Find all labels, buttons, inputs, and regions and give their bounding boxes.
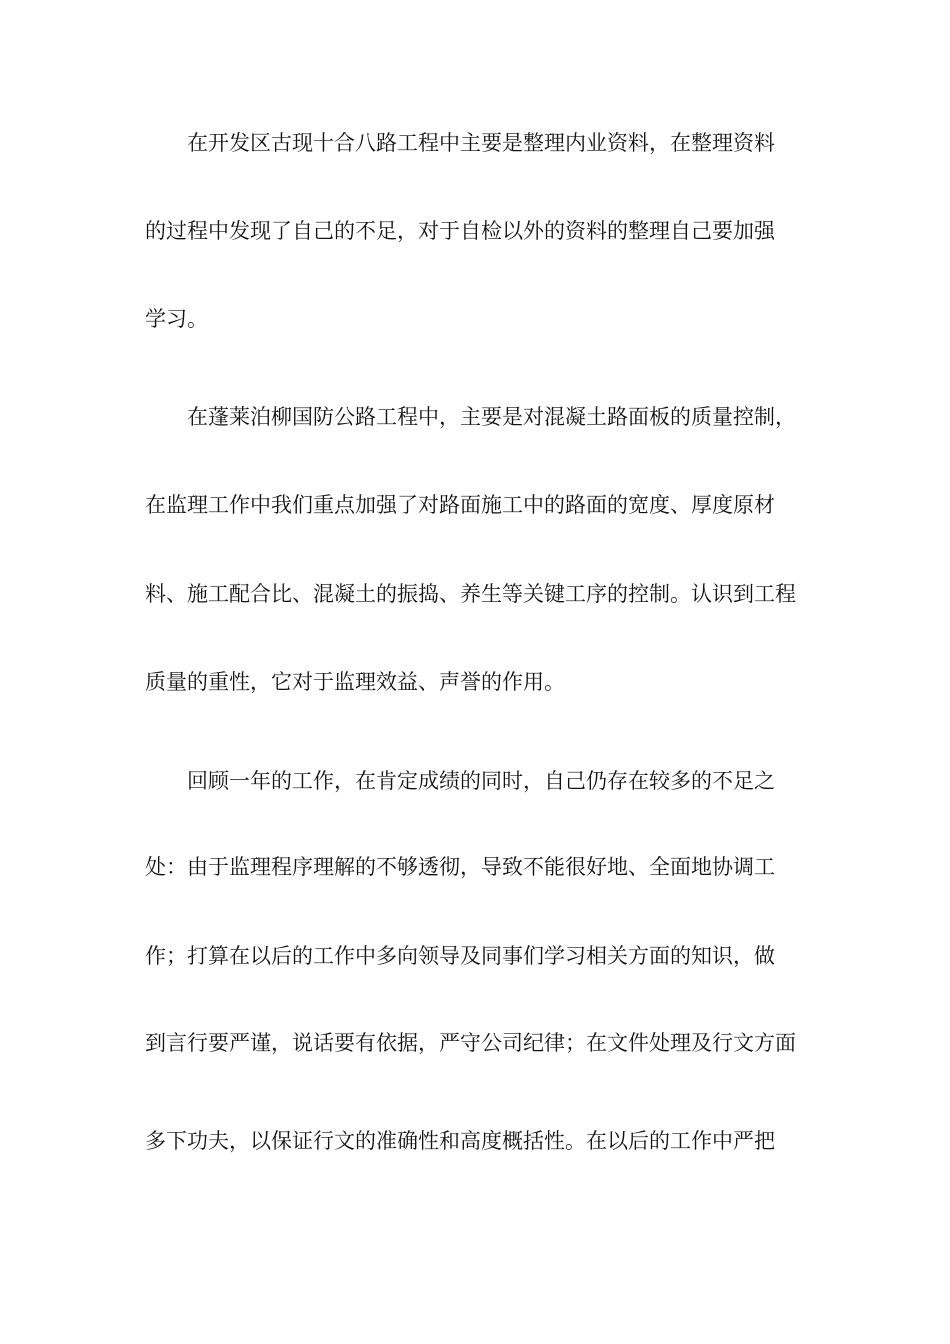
paragraph-2-line-4: 质量的重性，它对于监理效益、声誉的作用。 [145, 670, 565, 694]
paragraph-2-line-2: 在监理工作中我们重点加强了对路面施工中的路面的宽度、厚度原材 [145, 493, 775, 517]
paragraph-2-line-3: 料、施工配合比、混凝土的振捣、养生等关键工序的控制。认识到工程 [145, 582, 796, 606]
paragraph-3-line-4: 到言行要严谨，说话要有依据，严守公司纪律；在文件处理及行文方面 [145, 1031, 796, 1055]
paragraph-1-line-3: 学习。 [145, 307, 208, 331]
paragraph-3-line-3: 作；打算在以后的工作中多向领导及同事们学习相关方面的知识，做 [145, 944, 775, 968]
paragraph-3-line-1: 回顾一年的工作，在肯定成绩的同时，自己仍存在较多的不足之 [187, 769, 775, 793]
paragraph-1-line-2: 的过程中发现了自己的不足，对于自检以外的资料的整理自己要加强 [145, 219, 775, 243]
paragraph-1-line-1: 在开发区古现十合八路工程中主要是整理内业资料，在整理资料 [187, 131, 775, 155]
paragraph-2-line-1: 在蓬莱泊柳国防公路工程中，主要是对混凝土路面板的质量控制， [187, 405, 796, 429]
paragraph-3-line-5: 多下功夫，以保证行文的准确性和高度概括性。在以后的工作中严把 [145, 1129, 775, 1153]
paragraph-3-line-2: 处：由于监理程序理解的不够透彻，导致不能很好地、全面地协调工 [145, 855, 775, 879]
